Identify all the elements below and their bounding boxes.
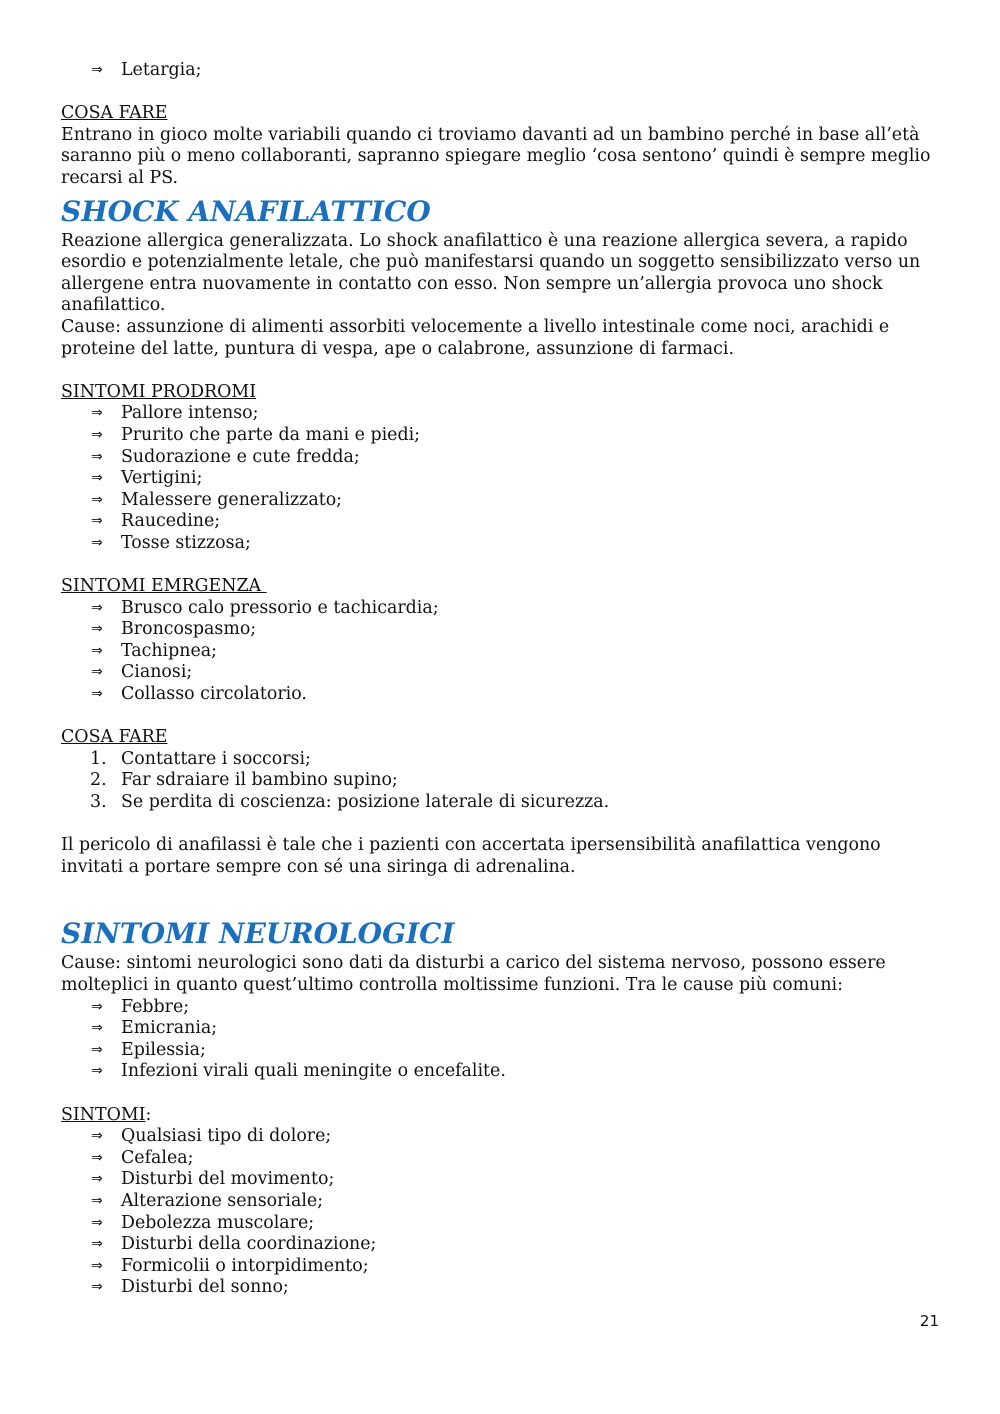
arrow-icon: ⇒ xyxy=(91,534,103,551)
arrow-icon: ⇒ xyxy=(91,448,103,465)
arrow-icon: ⇒ xyxy=(91,1192,103,1209)
list-item: ⇒ Raucedine; xyxy=(91,511,221,532)
list-item: ⇒ Malessere generalizzato; xyxy=(91,489,343,510)
list-item: ⇒ Prurito che parte da mani e piedi; xyxy=(91,424,420,445)
paragraph: Cause: sintomi neurologici sono dati da disturbi a carico del sistema nervoso, possono essere molteplici in quanto quest’ultimo controlla moltissime funzioni. Tra le cause più comuni: xyxy=(61,953,886,995)
list-number: 3. xyxy=(90,792,107,812)
arrow-icon: ⇒ xyxy=(91,1214,103,1231)
arrow-icon: ⇒ xyxy=(91,1020,103,1037)
cosa-fare-list xyxy=(61,749,941,814)
arrow-icon: ⇒ xyxy=(91,1149,103,1166)
section-subtitle: SINTOMI PRODROMI xyxy=(61,381,257,402)
arrow-icon: ⇒ xyxy=(91,998,103,1015)
arrow-icon: ⇒ xyxy=(91,470,103,487)
neuro-causes-list xyxy=(61,997,941,1083)
list-item: ⇒ Collasso circolatorio. xyxy=(91,684,307,705)
list-item: ⇒ Sudorazione e cute fredda; xyxy=(91,446,360,467)
list-item: ⇒ Cefalea; xyxy=(91,1147,194,1168)
paragraph: Entrano in gioco molte variabili quando ci troviamo davanti ad un bambino perché in base all’età saranno più o meno collaboranti, sapranno spiegare meglio ‘cosa sentono’ quindi è sempre meglio recarsi al PS. xyxy=(61,124,931,188)
list-number: 1. xyxy=(90,748,107,769)
prodromi-list xyxy=(61,403,941,554)
list-item: ⇒ Debolezza muscolare; xyxy=(91,1212,315,1233)
list-item: ⇒ Qualsiasi tipo di dolore; xyxy=(91,1126,332,1147)
arrow-icon: ⇒ xyxy=(91,1279,103,1296)
list-item: ⇒ Broncospasmo; xyxy=(91,619,257,640)
section-heading-neuro: SINTOMI NEUROLOGICI xyxy=(61,917,455,951)
arrow-icon: ⇒ xyxy=(91,621,103,638)
list-item: ⇒ Brusco calo pressorio e tachicardia; xyxy=(91,597,439,618)
arrow-icon: ⇒ xyxy=(91,642,103,659)
list-item: ⇒ Vertigini; xyxy=(91,468,203,489)
list-item: ⇒ Disturbi del movimento; xyxy=(91,1169,335,1190)
arrow-icon: ⇒ xyxy=(91,599,103,616)
list-item: 1. Contattare i soccorsi; xyxy=(90,748,311,769)
arrow-icon: ⇒ xyxy=(91,664,103,681)
list-item: ⇒ Disturbi del sonno; xyxy=(91,1277,289,1298)
arrow-icon: ⇒ xyxy=(91,513,103,530)
neuro-sintomi-list xyxy=(61,1126,941,1299)
list-item: ⇒ Infezioni virali quali meningite o encefalite. xyxy=(91,1061,506,1082)
subtitle-colon: : xyxy=(145,1104,152,1125)
list-item: ⇒ Cianosi; xyxy=(91,662,193,683)
emergenza-list xyxy=(61,598,941,706)
section-subtitle-line xyxy=(61,1105,941,1127)
list-item: 2. Far sdraiare il bambino supino; xyxy=(90,770,398,791)
list-item: 3. Se perdita di coscienza: posizione laterale di sicurezza. xyxy=(90,792,610,812)
document-page xyxy=(61,60,941,1299)
arrow-icon: ⇒ xyxy=(91,1257,103,1274)
arrow-icon: ⇒ xyxy=(91,1063,103,1080)
arrow-icon: ⇒ xyxy=(91,1236,103,1253)
arrow-icon: ⇒ xyxy=(91,62,103,78)
arrow-icon: ⇒ xyxy=(91,1041,103,1058)
list-item: ⇒ Pallore intenso; xyxy=(91,403,259,424)
section-heading-shock: SHOCK ANAFILATTICO xyxy=(61,194,431,228)
arrow-icon: ⇒ xyxy=(91,405,103,422)
list-item: ⇒ Alterazione sensoriale; xyxy=(91,1190,324,1211)
list-number: 2. xyxy=(90,770,107,791)
list-item: ⇒ Tosse stizzosa; xyxy=(91,532,251,553)
arrow-icon: ⇒ xyxy=(91,1128,103,1145)
list-item: ⇒ Febbre; xyxy=(91,996,190,1017)
intro-list xyxy=(61,60,941,82)
section-subtitle: SINTOMI EMRGENZA xyxy=(61,576,267,597)
section-subtitle: COSA FARE xyxy=(61,727,168,748)
paragraph: Cause: assunzione di alimenti assorbiti velocemente a livello intestinale come noci, arachidi e proteine del latte, puntura di vespa, ape o calabrone, assunzione di farmaci. xyxy=(61,316,890,359)
paragraph: Il pericolo di anafilassi è tale che i pazienti con accertata ipersensibilità anafilattica vengono invitati a portare sempre con sé una siringa di adrenalina. xyxy=(61,835,881,877)
arrow-icon: ⇒ xyxy=(91,686,103,703)
page-number: 21 xyxy=(919,1312,939,1330)
section-subtitle: SINTOMI xyxy=(61,1104,146,1125)
list-item: ⇒ Formicolii o intorpidimento; xyxy=(91,1255,369,1276)
list-item: ⇒ Disturbi della coordinazione; xyxy=(91,1234,377,1255)
paragraph: Reazione allergica generalizzata. Lo shock anafilattico è una reazione allergica severa, a rapido esordio e potenzialmente letale, che può manifestarsi quando un soggetto sensibilizzato verso un allergene entra nuovamente in contatto con esso. Non sempre un’allergia provoca uno shock anafilattico. xyxy=(61,230,921,316)
section-subtitle: COSA FARE xyxy=(61,103,168,124)
arrow-icon: ⇒ xyxy=(91,1171,103,1188)
arrow-icon: ⇒ xyxy=(91,491,103,508)
list-item: ⇒ Tachipnea; xyxy=(91,640,217,661)
list-item: ⇒ Letargia; xyxy=(91,60,202,80)
list-item: ⇒ Emicrania; xyxy=(91,1018,218,1039)
arrow-icon: ⇒ xyxy=(91,426,103,443)
list-item: ⇒ Epilessia; xyxy=(91,1039,206,1060)
